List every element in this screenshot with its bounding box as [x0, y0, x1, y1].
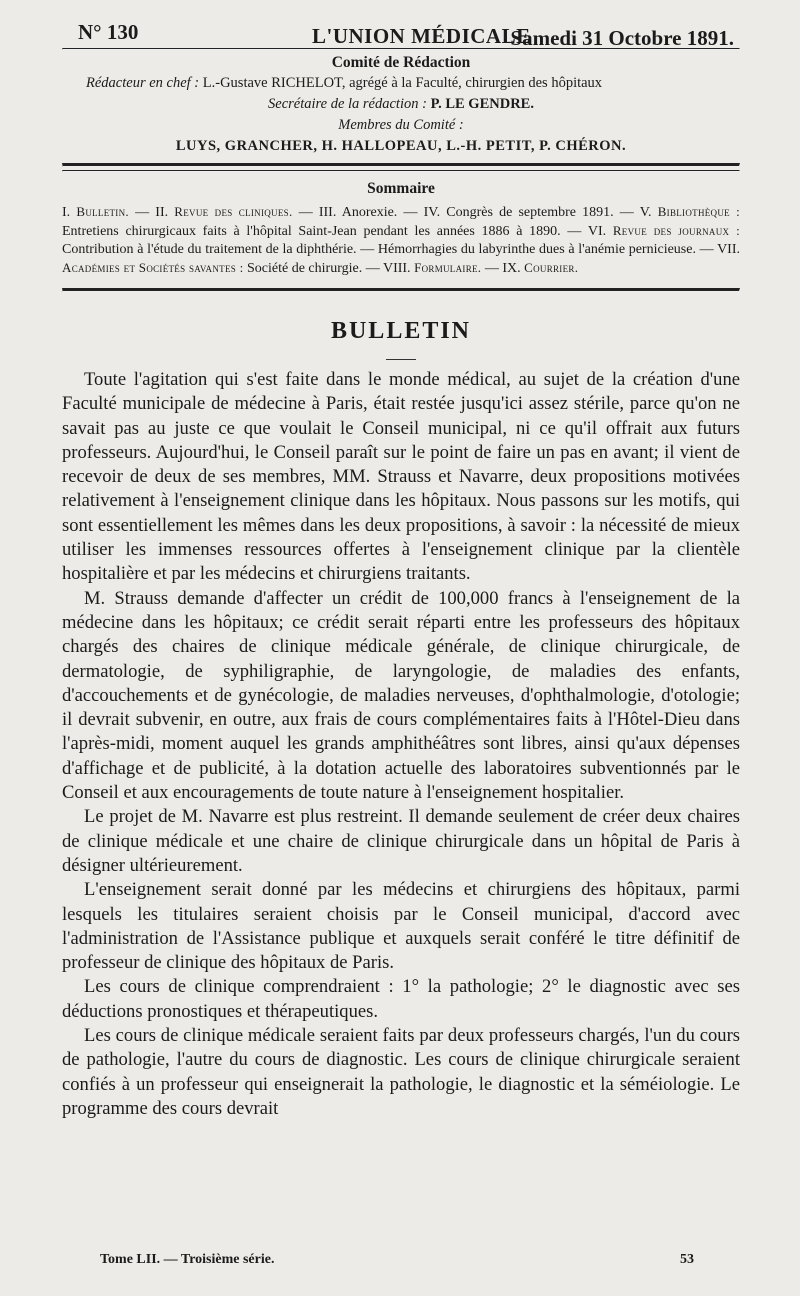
journal-title: L'UNION MÉDICALE [312, 24, 531, 48]
volume-label: Tome LII. — Troisième série. [100, 1252, 275, 1267]
paragraph: L'enseignement serait donné par les médecins et chirurgiens des hôpitaux, parmi lesquels les titulaires seraient choisis par le Conseil municipal, d'accord avec l'administration de l'Assistance publique et auxquels serait conféré le titre définitif de professeur de clinique des hôpitaux de Paris. [62, 879, 740, 974]
committee-rule [62, 163, 740, 167]
editorial-committee [62, 52, 740, 157]
members-label: Membres du Comité : [338, 117, 464, 133]
paragraph: Les cours de clinique comprendraient : 1° la pathologie; 2° le diagnostic avec ses déductions pronostiques et thérapeutiques. [62, 976, 740, 1022]
secretary-line [62, 94, 740, 115]
paragraph: M. Strauss demande d'affecter un crédit de 100,000 francs à l'enseignement de la médecine dans les hôpitaux; ce crédit serait réparti entre les professeurs des hôpitaux chargés des chaires de clinique médicale générale, de clinique chirurgicale, de dermatologie, de syphiligraphie, de laryngologie, de maladies des enfants, d'accouchements et de gynécologie, de maladies nerveuses, d'ophthalmologie, d'otologie; il devrait subvenir, en outre, aux frais de cours complémentaires faits à l'Hôtel-Dieu dans l'après-midi, moment auquel les grands amphithéâtres sont libres, ainsi qu'aux dépenses d'affichage et de publicité, à la dotation actuelle des laboratoires subventionnés par le Conseil et aux encouragements de toute nature à l'enseignement hospitalier. [62, 587, 740, 804]
bulletin-heading: BULLETIN [330, 318, 472, 344]
paragraph: Le projet de M. Navarre est plus restreint. Il demande seulement de créer deux chaires de clinique médicale et une chaire de clinique chirurgicale dans un hôpital de Paris à désigner ultérieurement. [62, 806, 740, 876]
summary-section [62, 180, 740, 278]
issue-number: N° 130 [78, 20, 139, 44]
summary-text [62, 203, 740, 278]
issue-date: Samedi 31 Octobre 1891. [510, 26, 734, 50]
paragraph: Toute l'agitation qui s'est faite dans le monde médical, au sujet de la création d'une Faculté municipale de médecine à Paris, était restée jusqu'ici assez stérile, parce qu'on ne savait pas au juste ce que voulait le Conseil municipal, ni ce qu'il offrait aux futurs professeurs. Aujourd'hui, le Conseil paraît sur le point de faire un pas en avant; il vient de recevoir de deux de ses membres, MM. Strauss et Navarre, deux propositions motivées relativement à l'enseignement clinique dans les hôpitaux. Nous passons sur les motifs, qui sont essentiellement les mêmes dans les deux propositions, à savoir : la nécessité de mieux utiliser les immenses ressources offertes à l'enseignement clinique par la clientèle hospitalière et par les médecins et chirurgiens traitants. [62, 369, 740, 585]
summary-part: Contribution à l'étude du traitement de la diphthérie. — Hémorrhagies du labyrinthe dues à l'anémie pernicieuse. — VII. [62, 242, 740, 257]
members-label-line [62, 115, 740, 136]
summary-rule [62, 288, 740, 292]
summary-revue-journaux: Revue des journaux : [612, 223, 740, 238]
page-header [62, 14, 740, 48]
summary-bulletin: Bulletin. [76, 204, 129, 219]
bulletin-divider [386, 359, 416, 360]
bulletin-body [62, 368, 740, 1121]
summary-title: Sommaire [367, 180, 435, 197]
paragraph: Les cours de clinique médicale seraient faits par deux professeurs chargés, l'un du cours de pathologie, l'autre du cours de diagnostic. Les cours de clinique chirurgicale seraient confiés à un professeur qui enseignerait la pathologie, le diagnostic et la séméiologie. Le programme des cours devrait [62, 1025, 740, 1119]
journal-page [62, 14, 740, 1121]
secretary-value: P. LE GENDRE. [430, 96, 534, 112]
committee-title: Comité de Rédaction [331, 54, 471, 71]
summary-part: I. [62, 205, 71, 220]
committee-rule-thin [62, 170, 740, 172]
summary-formulaire: Formulaire. [414, 260, 482, 275]
page-number: 53 [680, 1252, 694, 1267]
summary-part: — III. Anorexie. — IV. Congrès de septembre 1891. — V. [298, 205, 652, 220]
summary-part: Entretiens chirurgicaux faits à l'hôpital Saint-Jean pendant les années 1886 à 1890. — VI. [62, 224, 607, 239]
summary-part: — IX. [484, 261, 521, 276]
summary-academies: Académies et Sociétés savantes : [62, 260, 244, 275]
summary-revue-cliniques: Revue des cliniques. [174, 204, 293, 219]
editor-in-chief-line [62, 73, 740, 94]
volume-info [100, 1252, 274, 1268]
summary-part: — II. [135, 205, 169, 220]
editor-label: Rédacteur en chef : [86, 75, 200, 91]
editor-value: L.-Gustave RICHELOT, agrégé à la Faculté, chirurgien des hôpitaux [202, 75, 603, 91]
summary-part: Société de chirurgie. — VIII. [247, 261, 411, 276]
summary-bibliotheque: Bibliothèque : [657, 204, 741, 219]
members-list: LUYS, GRANCHER, H. HALLOPEAU, L.-H. PETIT, P. CHÉRON. [175, 138, 627, 154]
summary-courrier: Courrier. [524, 260, 579, 275]
secretary-label: Secrétaire de la rédaction : [268, 96, 427, 112]
